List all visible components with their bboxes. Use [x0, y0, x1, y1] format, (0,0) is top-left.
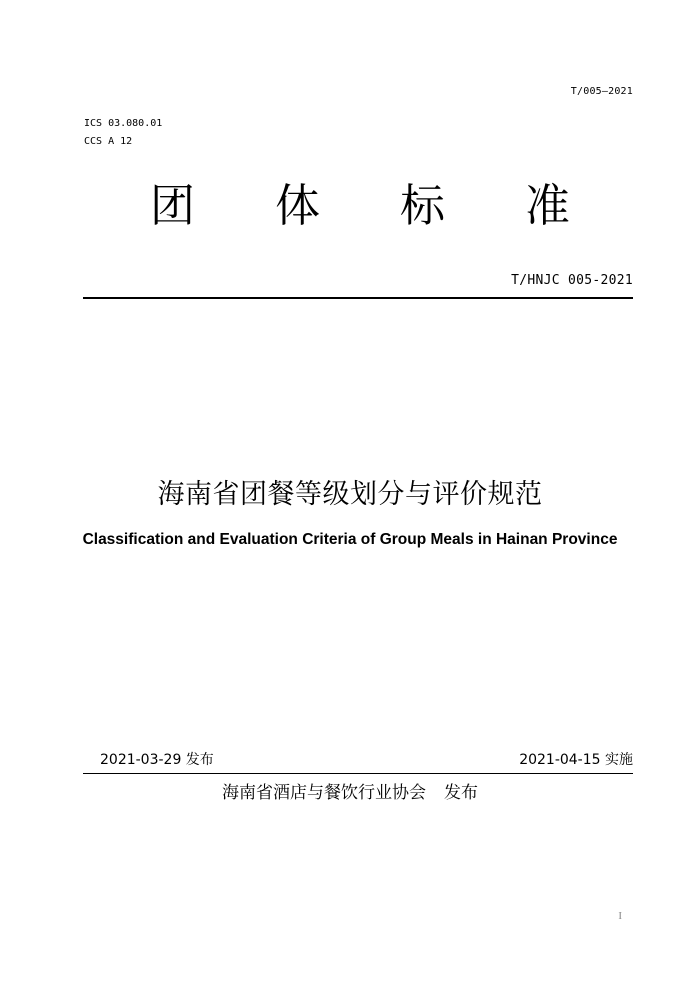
publisher-name: 海南省酒店与餐饮行业协会 — [222, 783, 426, 803]
document-code: T/005—2021 — [570, 86, 633, 97]
ics-code: ICS 03.080.01 — [84, 118, 163, 129]
standard-number: T/HNJC 005-2021 — [511, 273, 633, 288]
implementation-date: 2021-04-15 实施 — [519, 752, 633, 768]
issue-date: 2021-03-29 发布 — [100, 752, 214, 768]
english-title: Classification and Evaluation Criteria of Group Meals in Hainan Province — [82, 531, 618, 548]
heading-char-4: 准 — [524, 179, 570, 232]
publisher-line — [0, 781, 700, 805]
top-divider — [83, 297, 633, 299]
bottom-divider — [83, 773, 633, 774]
standard-type-heading — [150, 178, 570, 234]
heading-char-2: 体 — [274, 179, 320, 232]
ccs-code: CCS A 12 — [84, 136, 133, 147]
heading-char-1: 团 — [150, 179, 196, 232]
heading-char-3: 标 — [399, 179, 445, 232]
classification-codes — [84, 115, 162, 151]
chinese-title: 海南省团餐等级划分与评价规范 — [157, 479, 543, 510]
page-number: I — [618, 910, 622, 922]
publisher-action: 发布 — [444, 783, 478, 803]
